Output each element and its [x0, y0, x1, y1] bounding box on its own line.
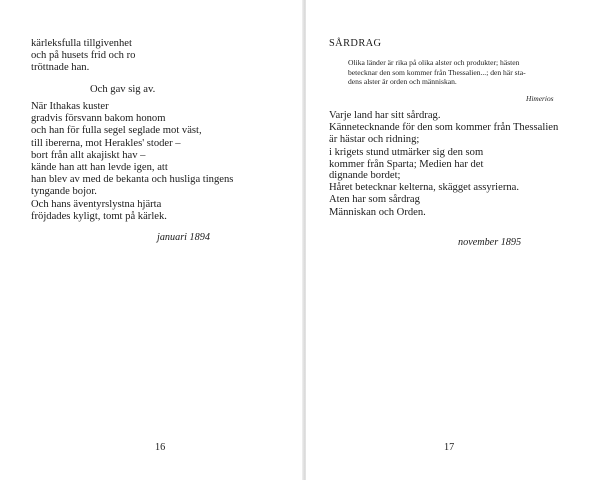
poem-line: När Ithakas kuster [31, 101, 109, 112]
poem-line: kommer från Sparta; Medien har det [329, 158, 484, 170]
left-page [0, 0, 303, 480]
poem-line: till ibererna, mot Herakles' stoder – [31, 137, 181, 149]
epigraph [348, 58, 526, 87]
poem-line: tyngande bojor. [31, 186, 97, 198]
right-stanza-1 [329, 110, 558, 171]
poem-line: Aten har som sårdrag [329, 194, 420, 206]
epigraph-source: Himerios [526, 94, 554, 103]
poem-line: tröttnade han. [31, 62, 90, 74]
poem-line: kärleksfulla tillgivenhet [31, 38, 132, 49]
poem-date: januari 1894 [157, 232, 210, 243]
poem-line: fröjdades kyligt, tomt på kärlek. [31, 210, 167, 222]
poem-line: Varje land har sitt sårdrag. [329, 110, 441, 121]
poem-line: Och hans äventyrslystna hjärta [31, 198, 162, 210]
page-number: 16 [155, 442, 166, 453]
poem-date: november 1895 [458, 237, 522, 248]
epigraph-line: Olika länder är rika på olika alster och produkter; hästen [348, 58, 520, 67]
poem-line: och han för fulla segel seglade mot väst, [31, 125, 202, 137]
poem-line: Kännetecknande för den som kommer från Thessalien [329, 122, 559, 134]
page-number: 17 [444, 442, 455, 453]
right-stanza-2 [329, 170, 519, 219]
poem-line: han blev av med de bekanta och husliga tingens [31, 174, 234, 186]
poem-line: dignande bordet; [329, 170, 401, 181]
poem-line: i krigets stund utmärker sig den som [329, 146, 484, 158]
poem-line: Människan och Orden. [329, 206, 426, 218]
left-stanza [31, 101, 233, 223]
poem-line: är hästar och ridning; [329, 134, 420, 146]
poem-line: bort från allt akajiskt hav – [31, 149, 146, 161]
epigraph-line: betecknar den som kommer från Thessalien...; den här sta- [348, 67, 526, 77]
centered-poem-line: Och gav sig av. [90, 84, 156, 95]
poem-line: kände han att han levde igen, att [31, 162, 168, 174]
poem-line: gradvis försvann bakom honom [31, 113, 166, 125]
poem-line: och på husets frid och ro [31, 50, 136, 62]
poem-title: SÅRDRAG [329, 38, 382, 49]
poem-line: Håret betecknar kelterna, skägget assyrierna. [329, 182, 520, 194]
left-opening-lines [31, 38, 135, 75]
epigraph-line: dens alster är orden och människan. [348, 77, 457, 87]
